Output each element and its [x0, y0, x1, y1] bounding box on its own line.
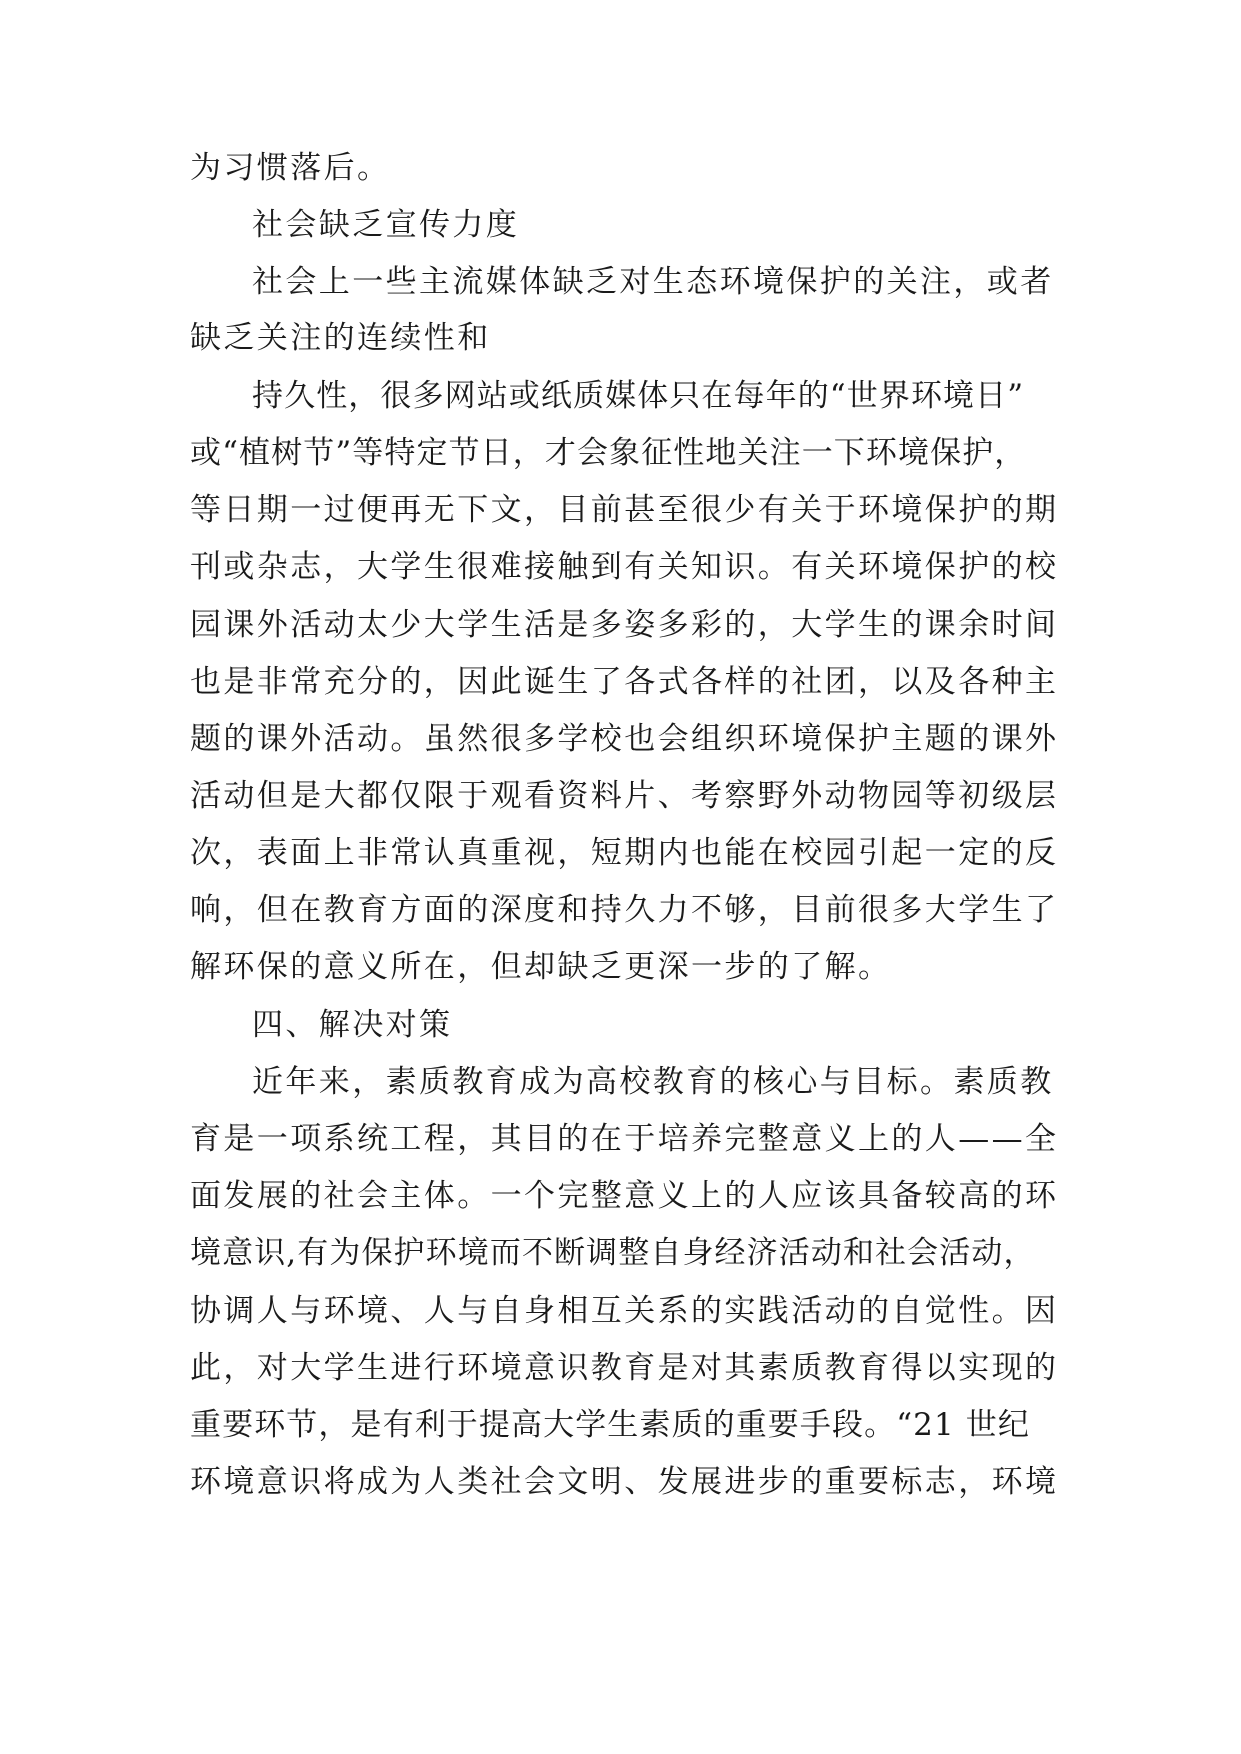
text-line: 解环保的意义所在，但却缺乏更深一步的了解。: [190, 949, 892, 985]
text-line: 等日期一过便再无下文，目前甚至很少有关于环境保护的期: [190, 492, 1059, 528]
section-heading: 四、解决对策: [252, 1007, 453, 1043]
text-line: 刊或杂志，大学生很难接触到有关知识。有关环境保护的校: [190, 549, 1059, 585]
text-line: 育是一项系统工程，其目的在于培养完整意义上的人——全: [190, 1121, 1059, 1157]
text-line: 园课外活动太少大学生活是多姿多彩的，大学生的课余时间: [190, 607, 1059, 643]
text-line: 持久性，很多网站或纸质媒体只在每年的“世界环境日”: [252, 378, 1025, 414]
text-line: 环境意识将成为人类社会文明、发展进步的重要标志，环境: [190, 1464, 1059, 1500]
text-line: 境意识,有为保护环境而不断调整自身经济活动和社会活动，: [190, 1235, 1036, 1271]
text-line: 缺乏关注的连续性和: [190, 320, 491, 356]
text-line: 此，对大学生进行环境意识教育是对其素质教育得以实现的: [190, 1350, 1059, 1386]
text-line: 或“植树节”等特定节日，才会象征性地关注一下环境保护，: [190, 435, 1027, 471]
text-line: 次，表面上非常认真重视，短期内也能在校园引起一定的反: [190, 835, 1059, 871]
text-line: 也是非常充分的，因此诞生了各式各样的社团，以及各种主: [190, 664, 1059, 700]
text-line: 近年来，素质教育成为高校教育的核心与目标。素质教: [252, 1064, 1054, 1100]
text-line: 为习惯落后。: [190, 150, 391, 186]
text-line: 协调人与环境、人与自身相互关系的实践活动的自觉性。因: [190, 1293, 1059, 1329]
text-line: 重要环节，是有利于提高大学生素质的重要手段。“21 世纪: [190, 1407, 1030, 1443]
text-line: 题的课外活动。虽然很多学校也会组织环境保护主题的课外: [190, 721, 1059, 757]
text-line: 面发展的社会主体。一个完整意义上的人应该具备较高的环: [190, 1178, 1059, 1214]
text-line: 响，但在教育方面的深度和持久力不够，目前很多大学生了: [190, 892, 1059, 928]
text-line: 活动但是大都仅限于观看资料片、考察野外动物园等初级层: [190, 778, 1059, 814]
text-line: 社会上一些主流媒体缺乏对生态环境保护的关注，或者: [252, 264, 1054, 300]
section-heading: 社会缺乏宣传力度: [252, 207, 520, 243]
